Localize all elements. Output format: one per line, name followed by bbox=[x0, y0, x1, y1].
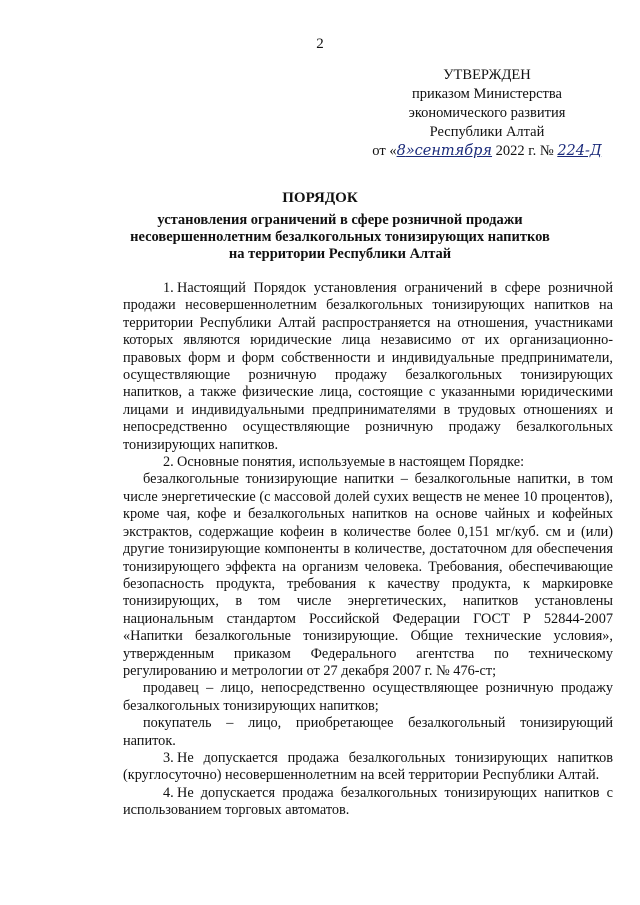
paragraph-4-number: 4. bbox=[163, 784, 174, 801]
page-number: 2 bbox=[316, 36, 324, 52]
paragraph-3-number: 3. bbox=[163, 749, 174, 766]
date-prefix: от « bbox=[372, 143, 397, 159]
subtitle-line-2: несовершеннолетним безалкогольных тонизирующих напитков bbox=[130, 229, 550, 245]
paragraph-1 bbox=[123, 280, 613, 454]
approval-title: УТВЕРЖДЕН bbox=[443, 67, 531, 83]
definition-tonic-drinks: безалкогольные тонизирующие напитки – безалкогольные напитки, в том числе энергетические (с массовой долей сухих веществ не менее 10 процентов), кроме чая, кофе и безалкогольных напитков на основе чайных и кофейных экстрактов, содержащие кофеин в количестве более 0,151 мг/куб. см и (или) другие тонизирующие компоненты в количестве, достаточном для обеспечения тонизирующего эффекта на организм человека. Требования, обеспечивающие безопасность продукта, требования к качеству продукта, к маркировке тонизирующих, в том числе энергетических, напитков установлены национальным стандартом Российской Федерации ГОСТ Р 52844-2007 «Напитки безалкогольные тонизирующие. Общие технические условия», утвержденным приказом Федерального агентства по техническому регулированию и метрологии от 27 декабря 2007 г. № 476-ст; bbox=[123, 471, 613, 679]
document-subtitle bbox=[130, 212, 550, 263]
paragraph-2-number: 2. bbox=[163, 454, 174, 471]
paragraph-3-text: Не допускается продажа безалкогольных тонизирующих напитков (круглосуточно) несовершеннолетним на всей территории Республики Алтай. bbox=[123, 749, 613, 784]
paragraph-3 bbox=[123, 750, 613, 785]
paragraph-1-text: Настоящий Порядок установления ограничений в сфере розничной продажи несовершеннолетним безалкогольных тонизирующих напитков на территории Республики Алтай распространяется на отношения, участниками которых являются юридические лица независимо от их организационно-правовых форм и форм собственности и индивидуальные предприниматели, осуществляющие розничную продажу безалкогольных тонизирующих напитков, а также физические лица, состоящие с указанными юридическими лицами и индивидуальными предпринимателями в трудовых отношениях и непосредственно осуществляющие розничную продажу безалкогольных тонизирующих напитков. bbox=[123, 280, 613, 453]
document-body bbox=[123, 280, 613, 820]
subtitle-line-3: на территории Республики Алтай bbox=[228, 246, 452, 262]
date-month-handwritten: »сентября bbox=[405, 143, 493, 159]
approval-line-ministry: приказом Министерства bbox=[412, 86, 562, 102]
definition-seller: продавец – лицо, непосредственно осуществляющее розничную продажу безалкогольных тонизирующих напитков; bbox=[123, 680, 613, 714]
definition-buyer: покупатель – лицо, приобретающее безалкогольный тонизирующий напиток. bbox=[123, 715, 613, 749]
approval-date-line bbox=[372, 142, 602, 161]
date-day-handwritten: 8 bbox=[396, 143, 406, 159]
date-year: 2022 г. № bbox=[492, 143, 558, 159]
paragraph-1-number: 1. bbox=[163, 280, 174, 296]
paragraph-4 bbox=[123, 785, 613, 820]
paragraph-4-text: Не допускается продажа безалкогольных тонизирующих напитков с использованием торговых автоматов. bbox=[123, 784, 613, 819]
approval-block bbox=[372, 66, 602, 161]
order-number-handwritten: 224-Д bbox=[557, 143, 602, 159]
paragraph-2-text: Основные понятия, используемые в настоящем Порядке: bbox=[177, 454, 525, 471]
subtitle-line-1: установления ограничений в сфере розничной продажи bbox=[157, 212, 523, 228]
paragraph-2 bbox=[123, 454, 613, 471]
approval-line-economic: экономического развития bbox=[408, 105, 566, 121]
approval-line-republic: Республики Алтай bbox=[429, 124, 545, 140]
document-title: ПОРЯДОК bbox=[282, 190, 358, 206]
